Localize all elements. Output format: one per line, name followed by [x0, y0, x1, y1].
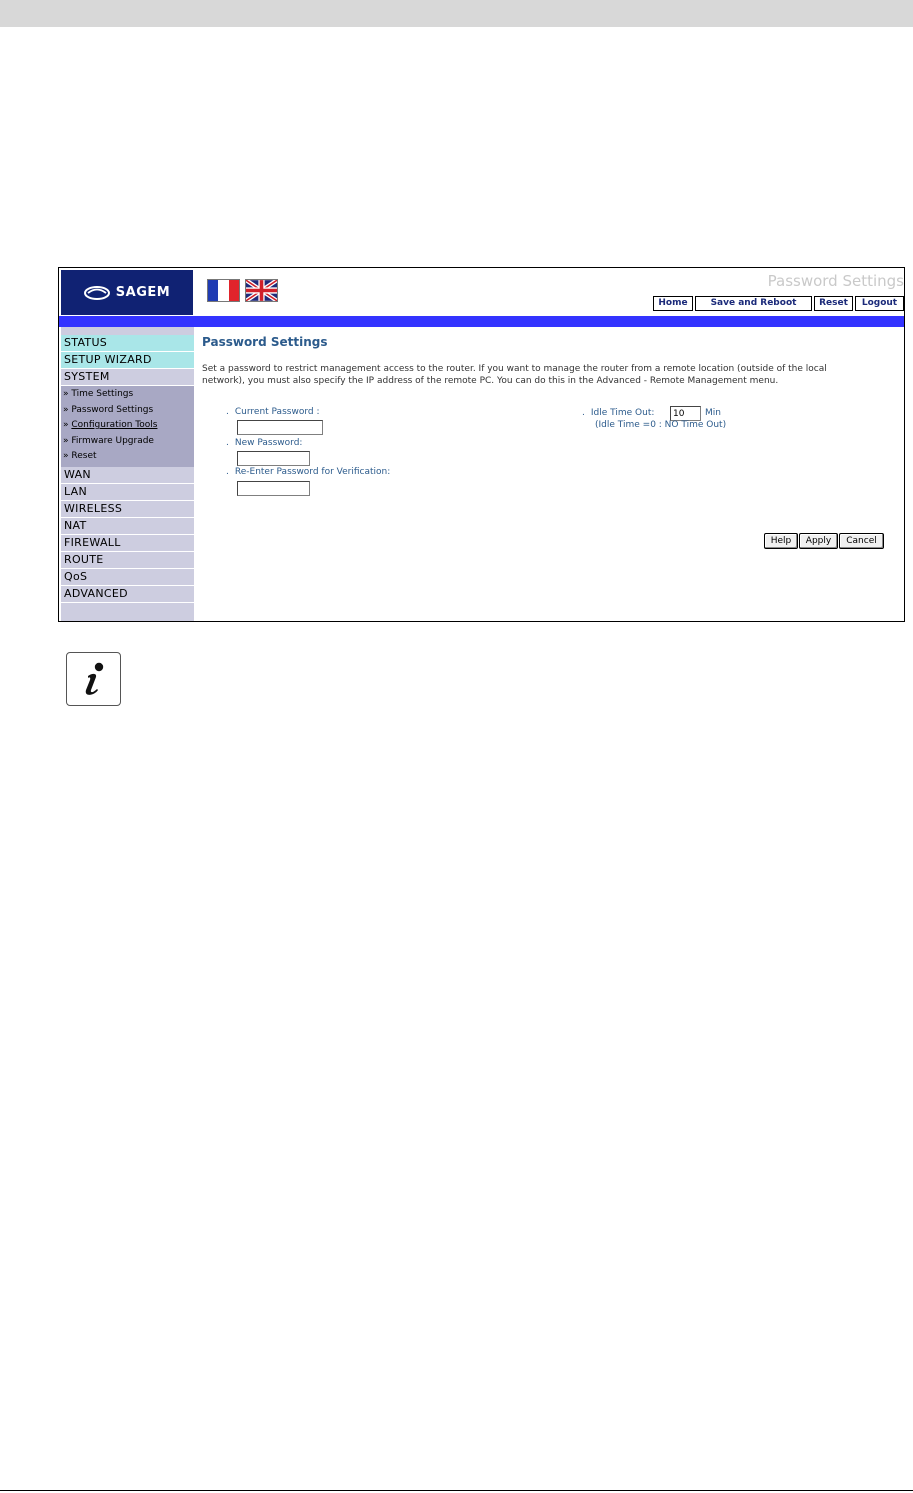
- home-button[interactable]: Home: [653, 296, 693, 311]
- current-password-field[interactable]: [237, 420, 323, 435]
- sidebar-item-firewall[interactable]: FIREWALL: [61, 535, 194, 552]
- sidebar-item-qos[interactable]: QoS: [61, 569, 194, 586]
- sidebar-item-system[interactable]: SYSTEM: [61, 369, 194, 386]
- idle-timeout-unit: Min: [705, 408, 721, 418]
- submenu-item-firmware-upgrade[interactable]: » Firmware Upgrade: [63, 435, 154, 446]
- sidebar-item-route[interactable]: ROUTE: [61, 552, 194, 569]
- info-icon: [66, 652, 121, 706]
- logo-text: SAGEM: [115, 285, 171, 300]
- reenter-password-label: . Re-Enter Password for Verification:: [226, 467, 391, 477]
- save-and-reboot-button[interactable]: Save and Reboot: [695, 296, 812, 311]
- sidebar-item-wireless[interactable]: WIRELESS: [61, 501, 194, 518]
- logout-button[interactable]: Logout: [855, 296, 904, 311]
- main-content: [202, 327, 902, 621]
- new-password-label: . New Password:: [226, 438, 303, 448]
- current-password-label: . Current Password :: [226, 407, 320, 417]
- sidebar-item-status[interactable]: STATUS: [61, 335, 194, 352]
- reset-button[interactable]: Reset: [814, 296, 853, 311]
- new-password-field[interactable]: [237, 451, 310, 466]
- french-flag-icon[interactable]: [207, 279, 240, 302]
- sidebar-item-advanced[interactable]: ADVANCED: [61, 586, 194, 603]
- page-title: Password Settings: [202, 335, 328, 349]
- submenu-item-time-settings[interactable]: » Time Settings: [63, 389, 134, 399]
- cancel-button[interactable]: Cancel: [839, 533, 884, 549]
- submenu-item-password-settings[interactable]: » Password Settings: [63, 404, 154, 415]
- submenu-item-configuration-tools[interactable]: » Configuration Tools: [63, 420, 158, 430]
- sagem-logo: [61, 270, 193, 315]
- help-button[interactable]: Help: [764, 533, 798, 549]
- sidebar-menu: [61, 327, 194, 621]
- sidebar-item-lan[interactable]: LAN: [61, 484, 194, 501]
- sidebar-item-wan[interactable]: WAN: [61, 467, 194, 484]
- idle-timeout-input[interactable]: [670, 406, 701, 421]
- uk-flag-icon[interactable]: [245, 279, 278, 302]
- sagem-logo-icon: [84, 286, 110, 300]
- document-top-bar: [0, 0, 913, 27]
- reenter-password-field[interactable]: [237, 481, 310, 496]
- idle-timeout-label: . Idle Time Out:: [582, 408, 655, 418]
- sidebar-item-setup-wizard[interactable]: SETUP WIZARD: [61, 352, 194, 369]
- apply-button[interactable]: Apply: [799, 533, 838, 549]
- submenu-item-reset[interactable]: » Reset: [63, 451, 97, 461]
- document-bottom-rule: [0, 1490, 913, 1491]
- idle-timeout-note: (Idle Time =0 : NO Time Out): [595, 420, 727, 430]
- router-admin-window: [58, 267, 905, 622]
- header-page-title: Password Settings: [767, 272, 904, 290]
- header-divider-bar: [59, 316, 904, 327]
- description-text: Set a password to restrict management access to the router. If you want to manage the router from a remote location (outside of the local network), you must also specify the IP address of the remote PC. You can do this in the Advanced - Remote Management menu.: [202, 364, 827, 386]
- header-button-bar: [653, 296, 904, 311]
- system-submenu: [61, 386, 194, 467]
- sidebar-item-nat[interactable]: NAT: [61, 518, 194, 535]
